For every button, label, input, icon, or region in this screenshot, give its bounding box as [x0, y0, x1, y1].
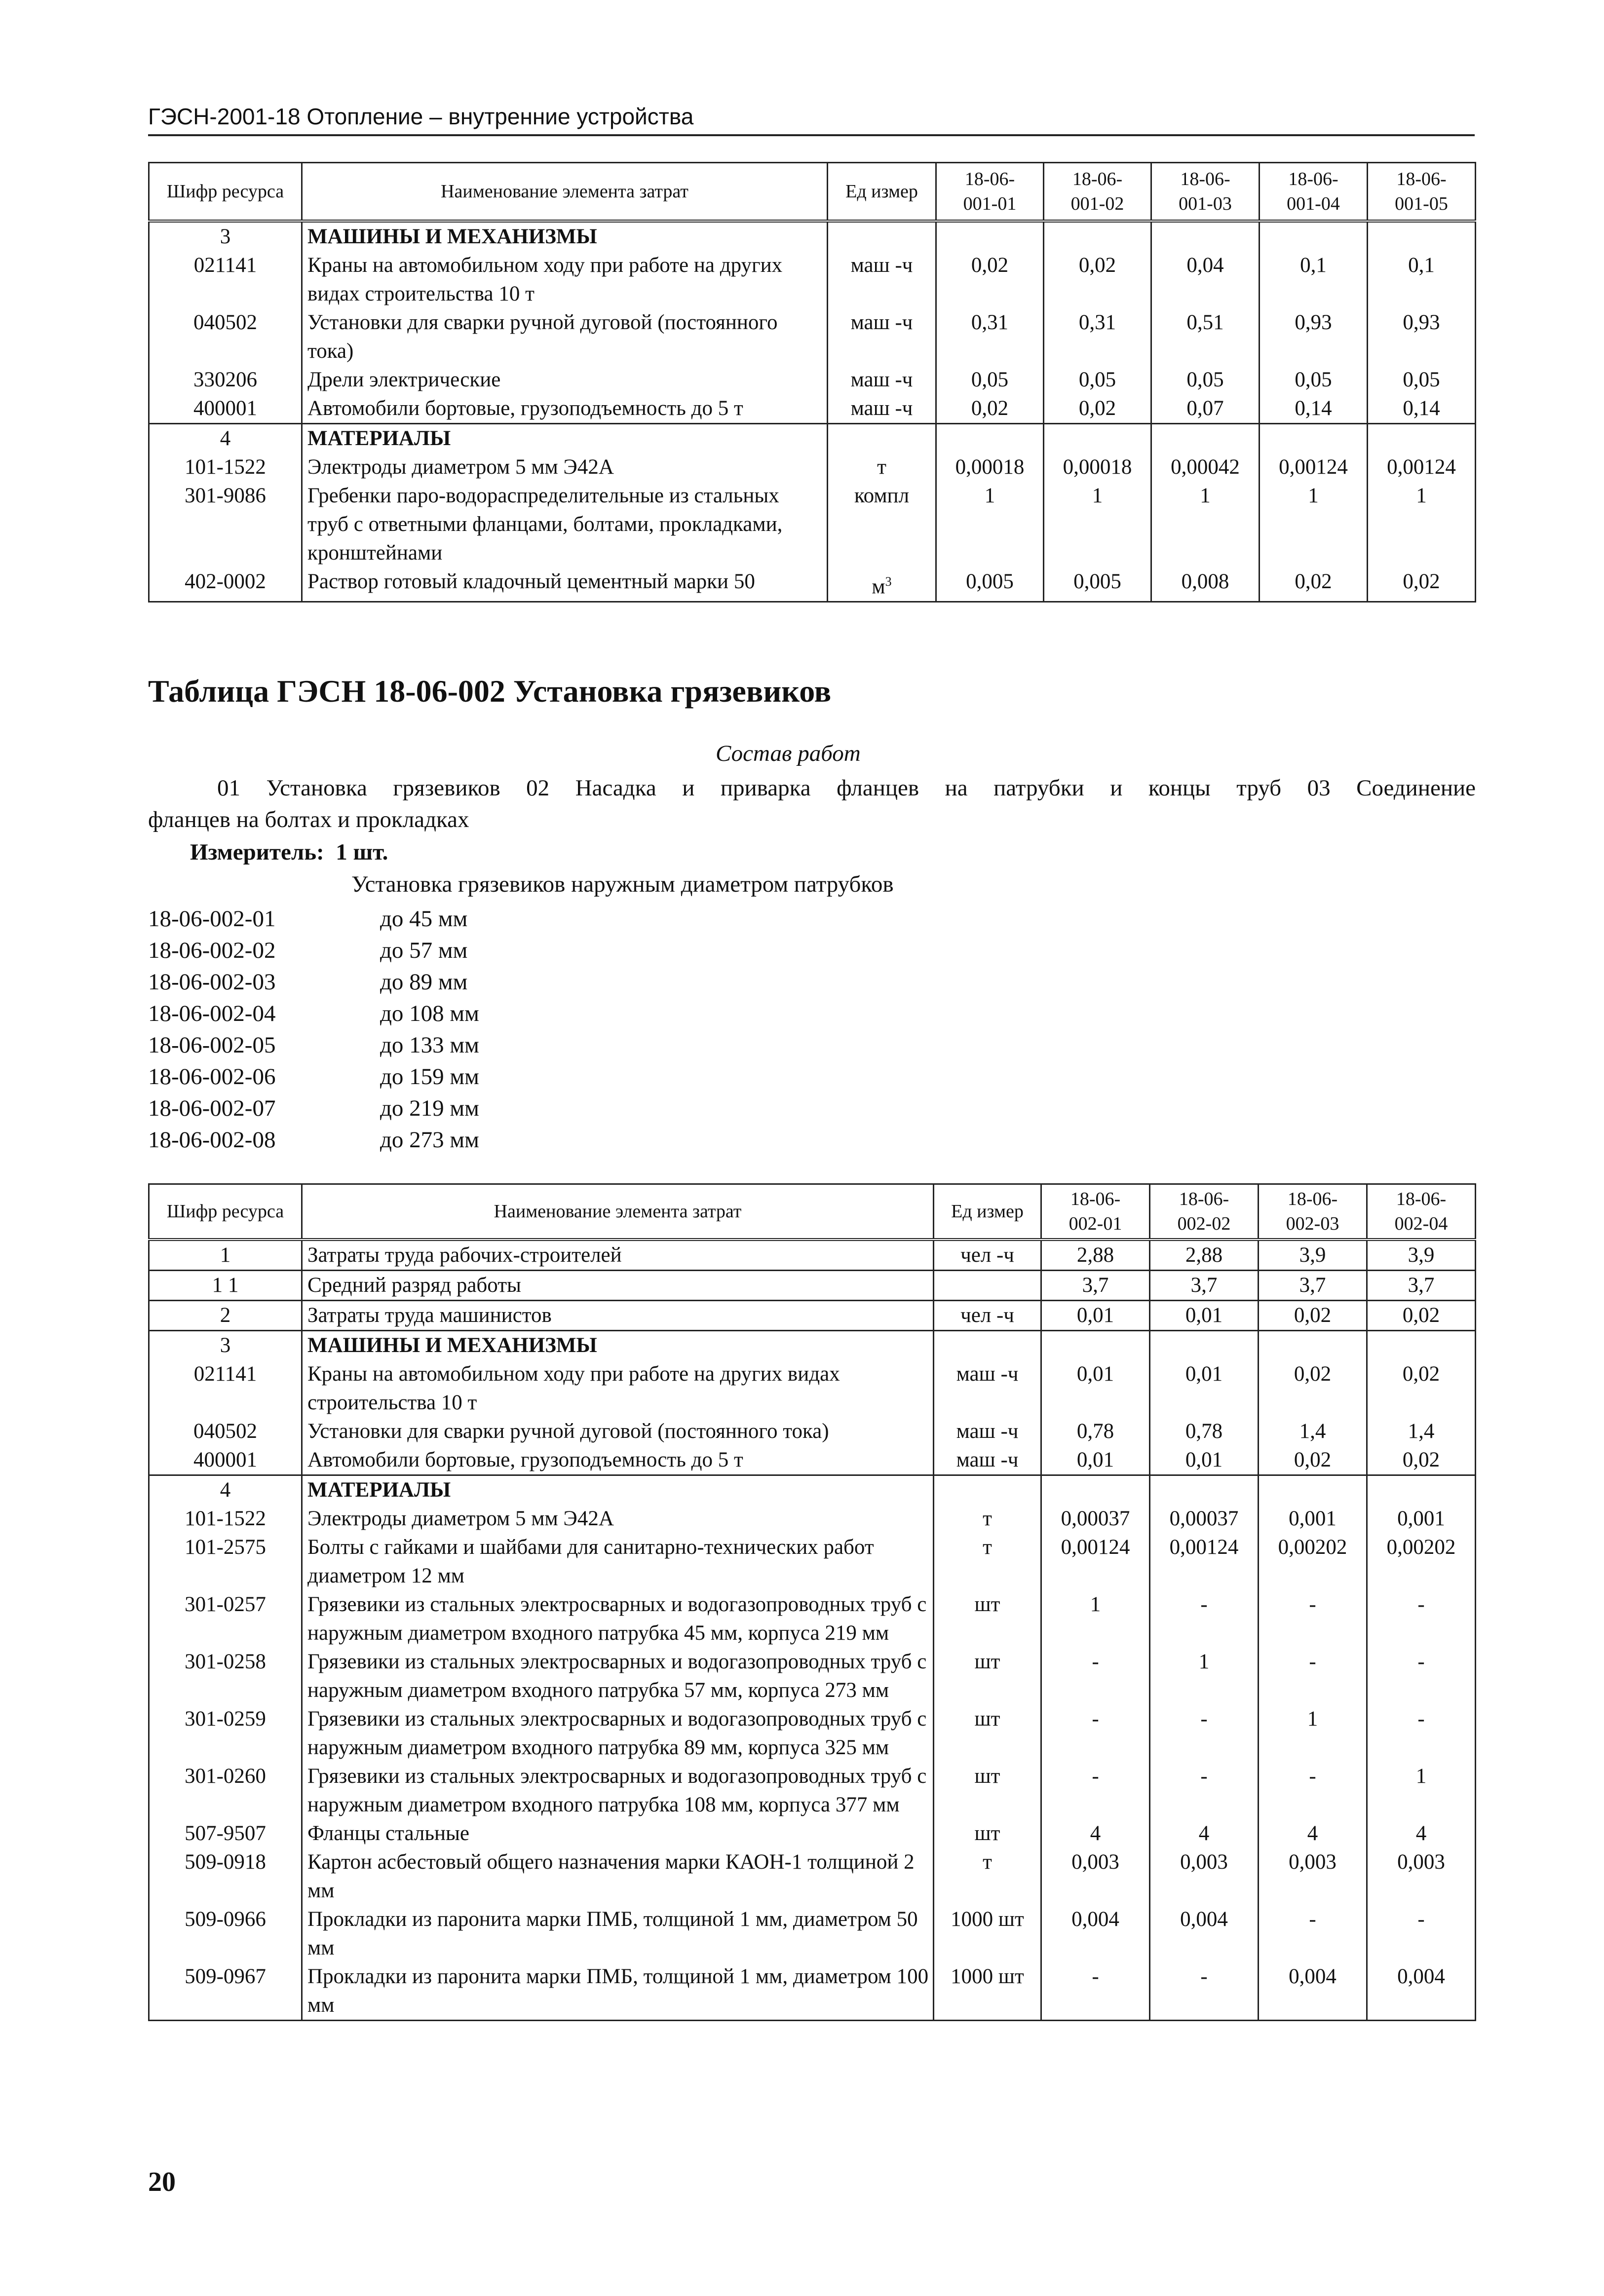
list-item: 18-06-002-07 до 219 мм [148, 1095, 479, 1121]
meter: Измеритель: 1 шт. [190, 839, 388, 865]
col-header-variant: 18-06- 002-03 [1259, 1184, 1367, 1240]
list-item: 18-06-002-05 до 133 мм [148, 1032, 479, 1058]
running-header: ГЭСН-2001-18 Отопление – внутренние устройства [148, 104, 694, 129]
col-header-name: Наименование элемента затрат [302, 1184, 934, 1240]
header-rule [148, 134, 1475, 136]
section-row: 4 МАТЕРИАЛЫ [149, 423, 1476, 453]
resource-table-002 [148, 1183, 1476, 2021]
work-composition-text: 01 Установка грязевиков 02 Насадка и приварка фланцев на патрубки и концы труб 03 Соединение фланцев на болтах и прокладках [148, 775, 1476, 832]
table-row: 509-0966 Прокладки из паронита марки ПМБ, толщиной 1 мм, диаметром 50 мм 1000 шт 0,004 0,004 - - [149, 1905, 1476, 1962]
list-item: 18-06-002-03 до 89 мм [148, 969, 468, 995]
table-row: 101-1522 Электроды диаметром 5 мм Э42А т 0,00037 0,00037 0,001 0,001 [149, 1505, 1476, 1533]
table-row: 509-0918 Картон асбестовый общего назначения марки КАОН-1 толщиной 2 мм т 0,003 0,003 0,003 0,003 [149, 1848, 1476, 1905]
list-item: 18-06-002-06 до 159 мм [148, 1064, 479, 1090]
table-row: 402-0002 Раствор готовый кладочный цементный марки 50 $м^3$ 0,005 0,005 0,008 0,02 0,02 [149, 567, 1476, 602]
col-header-variant: 18-06- 002-01 [1041, 1184, 1150, 1240]
col-header-code: Шифр ресурса [149, 163, 302, 221]
table-row: 400001 Автомобили бортовые, грузоподъемность до 5 т маш -ч 0,01 0,01 0,02 0,02 [149, 1446, 1476, 1475]
table-row: 400001 Автомобили бортовые, грузоподъемность до 5 т маш -ч 0,02 0,02 0,07 0,14 0,14 [149, 394, 1476, 424]
code-list [148, 903, 479, 1156]
section-row: 3 МАШИНЫ И МЕХАНИЗМЫ [149, 1330, 1476, 1360]
list-item: 18-06-002-02 до 57 мм [148, 938, 468, 963]
col-header-variant: 18-06- 001-02 [1044, 163, 1151, 221]
table-row: 040502 Установки для сварки ручной дуговой (постоянного тока) маш -ч 0,78 0,78 1,4 1,4 [149, 1417, 1476, 1446]
page-number: 20 [148, 2167, 176, 2197]
table-row: 301-0259 Грязевики из стальных электросварных и водогазопроводных труб с наружным диаметром входного патрубка 89 мм, корпуса 325 мм шт - - 1 - [149, 1705, 1476, 1762]
col-header-unit: Ед измер [934, 1184, 1041, 1240]
table-row: 301-9086 Гребенки паро-водораспределительные из стальных труб с ответными фланцами, болтами, прокладками, кронштейнами компл 1 1 1 1 1 [149, 482, 1476, 567]
col-header-variant: 18-06- 002-04 [1367, 1184, 1476, 1240]
resource-table-001 [148, 162, 1476, 602]
install-intro: Установка грязевиков наружным диаметром патрубков [351, 871, 894, 897]
table-title: Таблица ГЭСН 18-06-002 Установка грязевиков [148, 674, 832, 709]
unit-cubic-meter: $м^3$ [828, 567, 936, 602]
list-item: 18-06-002-01 до 45 мм [148, 906, 468, 932]
col-header-code: Шифр ресурса [149, 1184, 302, 1240]
list-item: 18-06-002-08 до 273 мм [148, 1127, 479, 1153]
table-row: 509-0967 Прокладки из паронита марки ПМБ, толщиной 1 мм, диаметром 100 мм 1000 шт - - 0,004 0,004 [149, 1962, 1476, 2021]
list-item: 18-06-002-04 до 108 мм [148, 1001, 479, 1026]
col-header-variant: 18-06- 001-05 [1368, 163, 1476, 221]
table-row: 330206 Дрели электрические маш -ч 0,05 0,05 0,05 0,05 0,05 [149, 366, 1476, 394]
section-row: 3 МАШИНЫ И МЕХАНИЗМЫ [149, 221, 1476, 251]
table-row: 507-9507 Фланцы стальные шт 4 4 4 4 [149, 1819, 1476, 1848]
col-header-unit: Ед измер [828, 163, 936, 221]
table-row: 301-0260 Грязевики из стальных электросварных и водогазопроводных труб с наружным диаметром входного патрубка 108 мм, корпуса 377 мм шт - - - 1 [149, 1762, 1476, 1819]
table-row: 021141 Краны на автомобильном ходу при работе на других видах строительства 10 т маш -ч 0,02 0,02 0,04 0,1 0,1 [149, 251, 1476, 308]
table-row: 021141 Краны на автомобильном ходу при работе на других видах строительства 10 т маш -ч 0,01 0,01 0,02 0,02 [149, 1360, 1476, 1417]
col-header-name: Наименование элемента затрат [302, 163, 828, 221]
table-row: 301-0257 Грязевики из стальных электросварных и водогазопроводных труб с наружным диаметром входного патрубка 45 мм, корпуса 219 мм шт 1 - - - [149, 1590, 1476, 1648]
col-header-variant: 18-06- 001-03 [1151, 163, 1260, 221]
col-header-variant: 18-06- 001-04 [1260, 163, 1368, 221]
table-row: 101-2575 Болты с гайками и шайбами для санитарно-технических работ диаметром 12 мм т 0,00124 0,00124 0,00202 0,00202 [149, 1533, 1476, 1590]
table-row: 1 Затраты труда рабочих-строителей чел -ч 2,88 2,88 3,9 3,9 [149, 1240, 1476, 1271]
work-composition-title: Состав работ [716, 741, 861, 766]
table-row: 2 Затраты труда машинистов чел -ч 0,01 0,01 0,02 0,02 [149, 1300, 1476, 1330]
section-row: 4 МАТЕРИАЛЫ [149, 1475, 1476, 1505]
col-header-variant: 18-06- 002-02 [1150, 1184, 1259, 1240]
table-row: 1 1 Средний разряд работы 3,7 3,7 3,7 3,7 [149, 1270, 1476, 1300]
table-row: 301-0258 Грязевики из стальных электросварных и водогазопроводных труб с наружным диаметром входного патрубка 57 мм, корпуса 273 мм шт - 1 - - [149, 1648, 1476, 1705]
table-row: 101-1522 Электроды диаметром 5 мм Э42А т 0,00018 0,00018 0,00042 0,00124 0,00124 [149, 453, 1476, 482]
table-row: 040502 Установки для сварки ручной дуговой (постоянного тока) маш -ч 0,31 0,31 0,51 0,93 0,93 [149, 308, 1476, 366]
col-header-variant: 18-06- 001-01 [936, 163, 1044, 221]
